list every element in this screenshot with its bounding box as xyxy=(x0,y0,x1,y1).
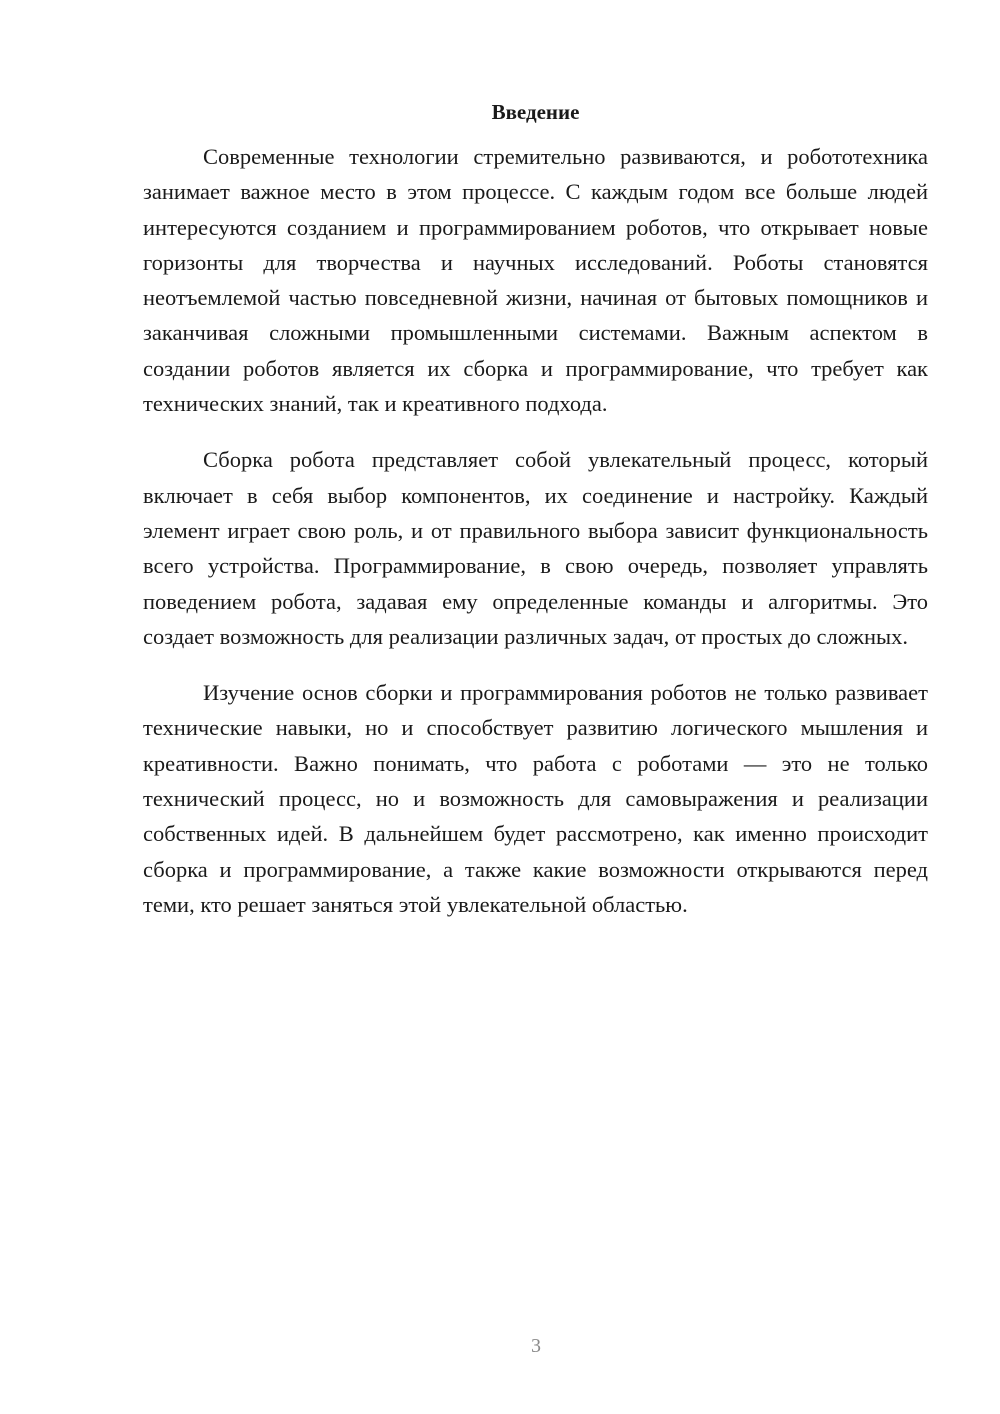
page-number: 3 xyxy=(531,1335,541,1357)
page-content xyxy=(143,96,928,922)
paragraph-1: Современные технологии стремительно развиваются, и робототехника занимает важное место в этом процессе. С каждым годом все больше людей интересуются созданием и программированием роботов, что открывает новые горизонты для творчества и научных исследований. Роботы становятся неотъемлемой частью повседневной жизни, начиная от бытовых помощников и заканчивая сложными промышленными системами. Важным аспектом в создании роботов является их сборка и программирование, что требует как технических знаний, так и креативного подхода. xyxy=(143,144,928,417)
paragraph-2: Сборка робота представляет собой увлекательный процесс, который включает в себя выбор компонентов, их соединение и настройку. Каждый элемент играет свою роль, и от правильного выбора зависит функциональность всего устройства. Программирование, в свою очередь, позволяет управлять поведением робота, задавая ему определенные команды и алгоритмы. Это создает возможность для реализации различных задач, от простых до сложных. xyxy=(143,447,928,649)
paragraph-3: Изучение основ сборки и программирования роботов не только развивает технические навыки, но и способствует развитию логического мышления и креативности. Важно понимать, что работа с роботами — это не только технический процесс, но и возможность для самовыражения и реализации собственных идей. В дальнейшем будет рассмотрено, как именно происходит сборка и программирование, а также какие возможности открываются перед теми, кто решает заняться этой увлекательной областью. xyxy=(143,680,928,917)
section-heading: Введение xyxy=(491,100,580,124)
